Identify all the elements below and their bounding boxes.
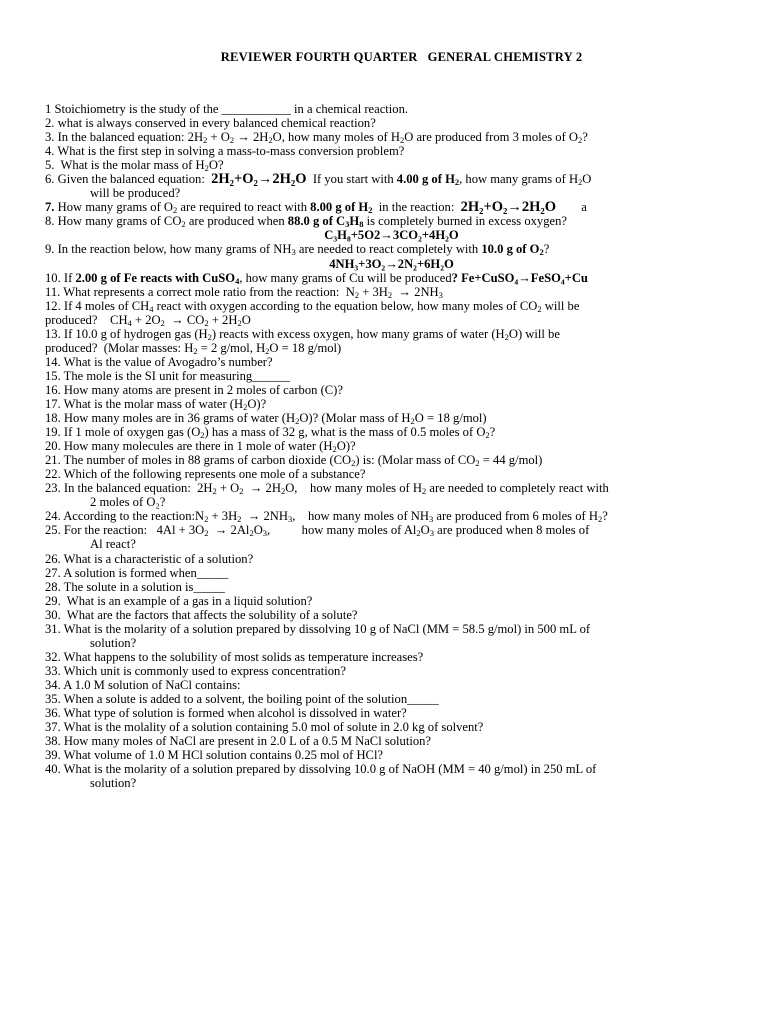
question-text: O bbox=[582, 172, 592, 187]
question-text: 37. What is the molality of a solution containing 5.0 mol of solute in 2.0 kg of solvent? bbox=[45, 720, 484, 735]
question-text: 2 bbox=[173, 205, 178, 216]
page-title: REVIEWER FOURTH QUARTER GENERAL CHEMISTRY 2 bbox=[220, 50, 583, 64]
question-text: 1 Stoichiometry is the study of the ___________ in a chemical reaction. bbox=[45, 102, 409, 116]
question-text: → 2H bbox=[234, 130, 269, 145]
question-text: are produced from 6 moles of H bbox=[433, 509, 598, 524]
question-text: O, how many moles of H bbox=[272, 130, 400, 145]
question-text: + 2O bbox=[131, 312, 161, 327]
question-text: O bbox=[241, 312, 251, 327]
question-text: 2 bbox=[578, 135, 583, 146]
question-text: are needed to completely react with bbox=[426, 481, 609, 496]
question-text: 10.0 g of O bbox=[481, 242, 540, 257]
question-text: 2. what is always conserved in every balanced chemical reaction? bbox=[45, 116, 376, 131]
question-text: 2 bbox=[332, 444, 337, 455]
question-text: 2 bbox=[204, 528, 209, 539]
question-q32 bbox=[45, 650, 738, 664]
question-text: + 3H bbox=[208, 509, 238, 524]
question-text: 2.00 g of Fe reacts with CuSO bbox=[75, 270, 236, 285]
question-text: 2 bbox=[416, 528, 421, 539]
question-text: 11. What represents a correct mole ratio from the reaction: N bbox=[45, 284, 355, 299]
question-text: O bbox=[253, 523, 263, 538]
question-q38 bbox=[45, 734, 738, 748]
question-q23 bbox=[45, 481, 738, 509]
question-text: 2 bbox=[265, 345, 270, 356]
question-text: O = 18 g/mol) bbox=[269, 340, 342, 355]
question-text: If you start with bbox=[306, 172, 397, 187]
question-text: 29. What is an example of a gas in a liquid solution? bbox=[45, 593, 313, 608]
question-text: O are produced from 3 moles of O bbox=[404, 130, 579, 145]
question-text: 88.0 g of C bbox=[287, 214, 346, 229]
question-text: 19. If 1 mole of oxygen gas (O bbox=[45, 425, 201, 440]
question-text: 38. How many moles of NaCl are present in 2.0 L of a 0.5 M NaCl solution? bbox=[45, 734, 432, 749]
question-text: 14. What is the value of Avogadro’s number? bbox=[45, 354, 273, 369]
question-continuation: solution? bbox=[90, 776, 137, 791]
question-text: 28. The solute in a solution is_____ bbox=[45, 579, 225, 594]
question-text: 2 bbox=[387, 289, 393, 300]
question-q39 bbox=[45, 748, 738, 762]
question-list bbox=[45, 102, 738, 790]
question-text: 32. What happens to the solubility of most solids as temperature increases? bbox=[45, 649, 424, 664]
question-text: O)? bbox=[336, 439, 356, 454]
question-text: are produced when 8 moles of bbox=[434, 523, 590, 538]
question-text: O, how many moles of H bbox=[285, 481, 422, 496]
question-q34 bbox=[45, 678, 738, 692]
question-text: 2 bbox=[200, 430, 205, 441]
question-text: 12. If 4 moles of CH bbox=[45, 298, 150, 313]
question-text: 2 bbox=[454, 177, 460, 188]
question-text: 17. What is the molar mass of water (H bbox=[45, 396, 244, 411]
question-text: 3 bbox=[291, 247, 296, 258]
question-text: are required to react with bbox=[177, 200, 311, 215]
question-text: 2 bbox=[539, 247, 544, 258]
question-text: 13. If 10.0 g of hydrogen gas (H bbox=[45, 326, 208, 341]
question-text: 2 bbox=[243, 401, 248, 412]
question-q3 bbox=[45, 130, 738, 144]
question-text: produced? CH bbox=[45, 312, 128, 327]
question-q36 bbox=[45, 706, 738, 720]
question-text: produced? (Molar masses: H bbox=[45, 340, 194, 355]
question-text: 8. How many grams of CO bbox=[45, 214, 182, 229]
question-text: = 44 g/mol) bbox=[479, 453, 543, 468]
question-text: 2 bbox=[229, 135, 235, 146]
question-text: 36. What type of solution is formed when alcohol is dissolved in water? bbox=[45, 706, 407, 721]
question-text: 40. What is the molarity of a solution prepared by dissolving 10.0 g of NaOH (MM = 40 g/mol) in 250 mL of bbox=[45, 762, 597, 777]
question-text: 4 bbox=[235, 275, 240, 286]
question-q29 bbox=[45, 594, 738, 608]
question-text: , how many grams of Cu will be produced bbox=[239, 270, 452, 285]
question-q14 bbox=[45, 355, 738, 369]
question-text: 2 bbox=[475, 458, 480, 469]
question-text: 2H₂+O₂→2H₂O bbox=[460, 199, 557, 216]
question-text: 5. What is the molar mass of H bbox=[45, 158, 205, 173]
question-text: 22. Which of the following represents one mole of a substance? bbox=[45, 467, 366, 482]
question-text: 2 bbox=[280, 486, 286, 497]
question-text: 2 bbox=[537, 303, 542, 314]
question-q1 bbox=[45, 102, 738, 116]
question-text: 2 bbox=[181, 219, 186, 230]
question-q18 bbox=[45, 411, 738, 425]
question-q33 bbox=[45, 664, 738, 678]
question-text: 2 bbox=[207, 331, 212, 342]
question-text: 27. A solution is formed when_____ bbox=[45, 565, 229, 580]
question-text: ) has a mass of 32 g, what is the mass of 0.5 moles of O bbox=[204, 425, 486, 440]
question-text: 7. bbox=[45, 200, 55, 215]
question-text: 2 bbox=[160, 317, 165, 328]
question-text: 2 bbox=[237, 514, 242, 525]
question-text: 10. If bbox=[45, 270, 76, 285]
question-text: ) reacts with excess oxygen, how many grams of water (H bbox=[211, 326, 505, 341]
question-text: 4. What is the first step in solving a mass-to-mass conversion problem? bbox=[45, 144, 405, 159]
question-text: 2 bbox=[249, 528, 254, 539]
question-text: is completely burned in excess oxygen? bbox=[363, 214, 567, 229]
question-text: react with oxygen according to the equation below, how many moles of CO bbox=[153, 298, 538, 313]
question-text: O)? bbox=[247, 396, 267, 411]
question-text: ) is: (Molar mass of CO bbox=[355, 453, 476, 468]
question-q13 bbox=[45, 327, 738, 355]
question-text: , how many moles of Al bbox=[267, 523, 417, 538]
question-text: , how many moles of NH bbox=[292, 509, 429, 524]
question-q21 bbox=[45, 453, 738, 467]
question-text: 2 bbox=[410, 416, 415, 427]
question-text: O)? (Molar mass of H bbox=[299, 411, 411, 426]
question-text: + 3H bbox=[359, 284, 388, 299]
question-text: O? bbox=[208, 158, 224, 173]
question-continuation bbox=[45, 313, 738, 327]
question-text: 2 bbox=[368, 205, 373, 216]
question-q40 bbox=[45, 762, 738, 790]
question-text: 15. The mole is the SI unit for measuring______ bbox=[45, 368, 290, 383]
question-text: 26. What is a characteristic of a solution? bbox=[45, 551, 254, 566]
question-text: are needed to react completely with bbox=[295, 242, 482, 257]
question-q35 bbox=[45, 692, 738, 706]
question-text: 2 bbox=[204, 163, 209, 174]
question-q28 bbox=[45, 580, 738, 594]
question-text: 2 bbox=[193, 345, 198, 356]
question-text: 2 bbox=[421, 486, 427, 497]
question-text: ? bbox=[602, 509, 608, 524]
question-text: 18. How many moles are in 36 grams of water (H bbox=[45, 411, 296, 426]
question-text: 2 bbox=[399, 135, 405, 146]
question-text: ? bbox=[582, 130, 588, 145]
question-text: O bbox=[420, 523, 430, 538]
question-text: 20. How many molecules are there in 1 mole of water (H bbox=[45, 439, 333, 454]
question-continuation: 2 moles of O₂? bbox=[90, 495, 166, 510]
question-text: ? Fe+CuSO₄→FeSO₄+Cu bbox=[451, 270, 588, 285]
question-q31 bbox=[45, 622, 738, 650]
question-text: O) will be bbox=[508, 326, 560, 341]
question-q37 bbox=[45, 720, 738, 734]
question-text: 2 bbox=[203, 135, 208, 146]
question-text: 8.00 g of H bbox=[310, 200, 369, 215]
question-text: → 2Al bbox=[208, 523, 250, 538]
question-text: 25. For the reaction: 4Al + 3O bbox=[45, 523, 205, 538]
question-text: 2 bbox=[351, 458, 356, 469]
question-text: in the reaction: bbox=[372, 200, 461, 215]
question-text: + 2H bbox=[208, 312, 238, 327]
question-q17 bbox=[45, 397, 738, 411]
question-text: 4 bbox=[127, 317, 132, 328]
question-text: H bbox=[349, 214, 360, 229]
question-text: 2 bbox=[578, 177, 583, 188]
question-text: 23. In the balanced equation: 2H bbox=[45, 481, 213, 496]
question-text: 3 bbox=[438, 289, 443, 300]
question-text: 9. In the reaction below, how many grams of NH bbox=[45, 242, 292, 257]
question-text: 8 bbox=[359, 219, 364, 230]
question-text: 35. When a solute is added to a solvent, the boiling point of the solution_____ bbox=[45, 691, 439, 706]
question-q26 bbox=[45, 552, 738, 566]
question-text: 30. What are the factors that affects the solubility of a solute? bbox=[45, 607, 358, 622]
equation-eq1: C₃H₈+5O2→3CO₂+4H₂O bbox=[324, 228, 459, 243]
question-text: 2 bbox=[485, 430, 490, 441]
question-text: 24. According to the reaction:N bbox=[45, 509, 205, 524]
question-text: 2 bbox=[295, 416, 300, 427]
question-text: 2 bbox=[204, 514, 209, 525]
question-text: How many grams of O bbox=[54, 200, 174, 215]
question-text: O = 18 g/mol) bbox=[414, 411, 487, 426]
question-q6 bbox=[45, 172, 738, 200]
question-q22 bbox=[45, 467, 738, 481]
question-q16 bbox=[45, 383, 738, 397]
question-text: 2 bbox=[597, 514, 603, 525]
question-q12 bbox=[45, 299, 738, 327]
question-text: 3 bbox=[429, 528, 435, 539]
question-q5 bbox=[45, 158, 738, 172]
question-text: will be bbox=[541, 298, 580, 313]
question-text: 2 bbox=[268, 135, 273, 146]
question-q11 bbox=[45, 285, 738, 299]
question-text: = 2 g/mol, H bbox=[197, 340, 266, 355]
question-text: 3 bbox=[428, 514, 434, 525]
question-text: 2 bbox=[237, 317, 242, 328]
question-text: 2H₂+O₂→2H₂O bbox=[211, 171, 307, 188]
question-text: + O bbox=[207, 130, 230, 145]
question-continuation: Al react? bbox=[90, 537, 136, 552]
question-text: 2 bbox=[204, 317, 209, 328]
equation-eq2: 4NH₃+3O₂→2N₂+6H₂O bbox=[329, 256, 454, 271]
question-q19 bbox=[45, 425, 738, 439]
question-text: 3 bbox=[345, 219, 350, 230]
question-text: are produced when bbox=[185, 214, 288, 229]
question-text: 4 bbox=[149, 303, 154, 314]
question-q7 bbox=[45, 200, 738, 214]
question-q4 bbox=[45, 144, 738, 158]
question-text: 2 bbox=[354, 289, 360, 300]
question-text: , how many grams of H bbox=[459, 172, 579, 187]
question-continuation: will be produced? bbox=[90, 186, 181, 201]
question-continuation: solution? bbox=[90, 635, 137, 650]
question-q9 bbox=[45, 242, 738, 256]
question-text: 33. Which unit is commonly used to express concentration? bbox=[45, 663, 346, 678]
question-q10 bbox=[45, 271, 738, 285]
question-text: 34. A 1.0 M solution of NaCl contains: bbox=[45, 677, 241, 692]
question-q25 bbox=[45, 523, 738, 551]
question-q24 bbox=[45, 509, 738, 523]
question-text: 21. The number of moles in 88 grams of carbon dioxide (CO bbox=[45, 453, 352, 468]
question-text: a bbox=[556, 200, 587, 215]
question-text: 4.00 g of H bbox=[396, 172, 455, 187]
question-text: 16. How many atoms are present in 2 moles of carbon (C)? bbox=[45, 382, 343, 397]
question-text: 2 bbox=[239, 486, 244, 497]
question-text: 39. What volume of 1.0 M HCl solution contains 0.25 mol of HCl? bbox=[45, 748, 384, 763]
question-q15 bbox=[45, 369, 738, 383]
question-text: ? bbox=[543, 242, 550, 257]
question-text: 3. In the balanced equation: 2H bbox=[45, 130, 204, 145]
question-text: → 2NH bbox=[392, 284, 439, 299]
question-text: 3 bbox=[262, 528, 268, 539]
question-text: ? bbox=[489, 425, 496, 440]
question-text: → 2NH bbox=[241, 509, 288, 524]
question-text: → CO bbox=[164, 312, 205, 327]
question-text: 2 bbox=[212, 486, 217, 497]
question-q20 bbox=[45, 439, 738, 453]
question-text: 6. Given the balanced equation: bbox=[45, 172, 212, 187]
question-q8 bbox=[45, 214, 738, 228]
question-q2 bbox=[45, 116, 738, 130]
question-text: → 2H bbox=[243, 481, 281, 496]
question-continuation bbox=[45, 341, 738, 355]
question-text: + O bbox=[216, 481, 240, 496]
question-q27 bbox=[45, 566, 738, 580]
question-text: 2 bbox=[504, 331, 509, 342]
question-q30 bbox=[45, 608, 738, 622]
question-text: 31. What is the molarity of a solution prepared by dissolving 10 g of NaCl (MM = 58.5 g/mol) in 500 mL of bbox=[45, 621, 591, 636]
question-text: 3 bbox=[287, 514, 293, 525]
